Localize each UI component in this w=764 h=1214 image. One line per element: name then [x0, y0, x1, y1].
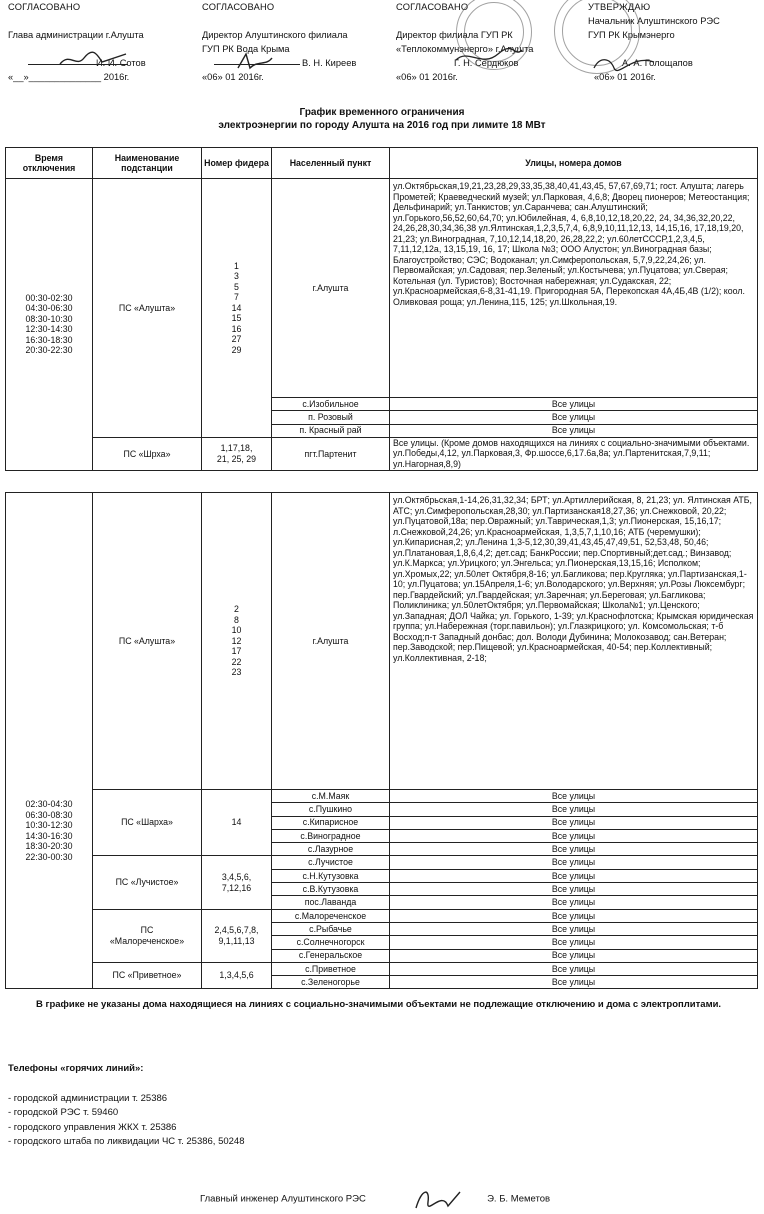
hotline-phones	[8, 1062, 244, 1150]
settlement-cell: с.Приветное	[272, 962, 390, 975]
signature-serdyukov-icon	[452, 46, 524, 68]
table-header-row	[6, 148, 758, 179]
streets-cell: Все улицы	[390, 856, 758, 869]
feeder-cell: 2 8 10 12 17 22 23	[202, 493, 272, 790]
feeder-cell: 14	[202, 790, 272, 856]
settlement-cell: с.Н.Кутузовка	[272, 869, 390, 882]
settlement-cell: с.Кипарисное	[272, 816, 390, 829]
settlement-cell: п. Розовый	[272, 411, 390, 424]
footnote: В графике не указаны дома находящиеся на линиях с социально-значимыми объектами не подлежащие отключению и дома с электроплитами.	[36, 999, 722, 1010]
feeder-cell: 1,3,4,5,6	[202, 962, 272, 989]
feeder-cell: 1 3 5 7 14 15 16 27 29	[202, 179, 272, 438]
approval-name: Г. Н. Сердюков	[454, 58, 519, 68]
table-row	[6, 909, 758, 922]
time-cell: 00:30-02:30 04:30-06:30 08:30-10:30 12:30-14:30 16:30-18:30 20:30-22:30	[6, 179, 93, 471]
header-feeder: Номер фидера	[202, 148, 272, 179]
substation-cell: ПС «Приветное»	[93, 962, 202, 989]
schedule-table-block-1	[5, 147, 758, 471]
feeder-cell: 1,17,18, 21, 25, 29	[202, 437, 272, 470]
settlement-cell: с.Генеральское	[272, 949, 390, 962]
streets-cell: Все улицы	[390, 790, 758, 803]
table-row	[6, 790, 758, 803]
settlement-cell: с.В.Кутузовка	[272, 883, 390, 896]
substation-cell: ПС «Алушта»	[93, 493, 202, 790]
settlement-cell: с.Изобильное	[272, 398, 390, 411]
approval-header	[0, 0, 764, 90]
approval-organization: ГУП РК Вода Крыма	[202, 44, 290, 54]
table-row	[6, 437, 758, 470]
streets-cell: Все улицы	[390, 896, 758, 909]
streets-cell: Все улицы	[390, 869, 758, 882]
feeder-cell: 2,4,5,6,7,8, 9,1,11,13	[202, 909, 272, 962]
approval-position: Глава администрации г.Алушта	[8, 30, 144, 40]
settlement-cell: г.Алушта	[272, 179, 390, 398]
streets-cell: Все улицы	[390, 829, 758, 842]
streets-cell: Все улицы	[390, 843, 758, 856]
approval-date: «06» 01 2016г.	[396, 72, 458, 82]
schedule-table-block-2	[5, 492, 758, 989]
approval-label: СОГЛАСОВАНО	[8, 2, 81, 12]
hotline-item: - городской РЭС т. 59460	[8, 1107, 119, 1118]
approval-label: УТВЕРЖДАЮ	[588, 2, 651, 12]
signature-sotov-icon	[56, 48, 128, 70]
header-substation: Наименование подстанции	[93, 148, 202, 179]
approval-name: И. И. Сотов	[96, 58, 146, 68]
signature-memetov-icon	[408, 1184, 468, 1214]
settlement-cell: с.Рыбачье	[272, 922, 390, 935]
substation-cell: ПС «Шрха»	[93, 437, 202, 470]
signature-kireev-icon	[232, 50, 304, 72]
streets-cell: Все улицы	[390, 398, 758, 411]
streets-cell: Все улицы	[390, 936, 758, 949]
approval-date: «06» 01 2016г.	[594, 72, 656, 82]
approval-position: Начальник Алуштинского РЭС	[588, 16, 720, 26]
approval-position: Директор филиала ГУП РК	[396, 30, 513, 40]
substation-cell: ПС «Шарха»	[93, 790, 202, 856]
settlement-cell: с.Лучистое	[272, 856, 390, 869]
approval-position: Директор Алуштинского филиала	[202, 30, 348, 40]
settlement-cell: с.Пушкино	[272, 803, 390, 816]
approval-label: СОГЛАСОВАНО	[202, 2, 275, 12]
title-line-1: График временного ограничения	[299, 107, 465, 118]
streets-cell: Все улицы	[390, 949, 758, 962]
table-row	[6, 962, 758, 975]
approval-label: СОГЛАСОВАНО	[396, 2, 469, 12]
signature-name: Э. Б. Меметов	[487, 1193, 551, 1205]
approval-organization: «Теплокоммунэнерго» г.Алушта	[396, 44, 534, 54]
signature-goloshchapov-icon	[588, 52, 660, 74]
title-line-2: электроэнергии по городу Алушта на 2016 год при лимите 18 МВт	[218, 120, 546, 131]
settlement-cell: с.М.Маяк	[272, 790, 390, 803]
streets-cell: Все улицы. (Кроме домов находящихся на линиях с социально-значимыми объектами. ул.Победы,4,12, ул.Парковая,3, Фр.шоссе,6,17.6а,8а; ул.Партенитская,7,9,11; ул.Нагорная,8,9)	[390, 437, 758, 470]
settlement-cell: с.Лазурное	[272, 843, 390, 856]
approval-name: В. Н. Киреев	[302, 58, 357, 68]
feeder-cell: 3,4,5,6, 7,12,16	[202, 856, 272, 909]
streets-cell: Все улицы	[390, 883, 758, 896]
approval-name: А. А. Голощапов	[622, 58, 693, 68]
header-settlement: Населенный пункт	[272, 148, 390, 179]
settlement-cell: с.Солнечногорск	[272, 936, 390, 949]
signature-position: Главный инженер Алуштинского РЭС	[200, 1193, 366, 1205]
streets-cell: Все улицы	[390, 976, 758, 989]
document-title	[0, 106, 764, 132]
streets-cell: Все улицы	[390, 424, 758, 437]
hotline-item: - городского управления ЖКХ т. 25386	[8, 1121, 177, 1133]
streets-cell: Все улицы	[390, 962, 758, 975]
settlement-cell: п. Красный рай	[272, 424, 390, 437]
approval-date: «__»______________ 2016г.	[8, 72, 130, 82]
hotline-item: - городского штаба по ликвидации ЧС т. 25386, 50248	[8, 1136, 245, 1147]
streets-cell: Все улицы	[390, 411, 758, 424]
streets-cell: Все улицы	[390, 803, 758, 816]
settlement-cell: с.Малореченское	[272, 909, 390, 922]
approval-vodokanal	[202, 0, 356, 84]
approval-organization: ГУП РК Крымэнерго	[588, 30, 675, 40]
settlement-cell: с.Виноградное	[272, 829, 390, 842]
hotline-item: - городской администрации т. 25386	[8, 1092, 168, 1104]
table-row	[6, 493, 758, 790]
chief-engineer-signature	[200, 1184, 550, 1214]
hotline-heading: Телефоны «горячих линий»:	[8, 1063, 144, 1074]
streets-cell: Все улицы	[390, 816, 758, 829]
settlement-cell: с.Зеленогорье	[272, 976, 390, 989]
header-time: Время отключения	[6, 148, 93, 179]
approval-date: «06» 01 2016г.	[202, 72, 264, 82]
streets-cell: Все улицы	[390, 909, 758, 922]
streets-cell: Все улицы	[390, 922, 758, 935]
header-streets: Улицы, номера домов	[390, 148, 758, 179]
streets-cell: ул.Октябрьская,19,21,23,28,29,33,35,38,40,41,43,45, 57,67,69,71; гост. Алушта; лагерь Прометей; Краеведческий музей; ул.Парковая, 4,6,8; Дворец пионеров; Метеостанция; Дельфинарий; ул.Танкистов; ул.Саранчева; сан.Алуштинский; ул.Горького,56,52,60,64,70; ул.Юбилейная, 4, 6,8,10,12,18,20,22, 24, 34,36,32,20,22, 24,26,28,30,34,36,38 ул.Ялтинская,1,2,3,5,7,4, 6,8,9,10,11,12,13, 14,15,16, 17,18,19,20, 21,23; ул.Виноградная, 7,10,12,14,18,20, 26,28,22,2; ул.60летСССР,1,2,3,4,5, 7,11,12,12а, 13,15,19, 16, 17; Школа №3; ООО Алустон; ул.Виноградная базы; Благоустройство; СЭС; Водоканал; ул.Симферопольская, 5,7,9,22,24,26; ул. Первомайская; ул.Садовая; пер.Зеленый; ул.Костычева; ул.Пуцатова; ул.Сверая; Котельная (ул. Туристов); Восточная набережная; ул.Судакская, 22; ул.Красноармейская,6-8,31-41,19. Пригородная 5А, Перекопская 4А,4Б,4В (1/2); коол. Оливковая роща; ул.Ленина,115, 125; ул.Школьная,19.	[390, 179, 758, 398]
settlement-cell: г.Алушта	[272, 493, 390, 790]
approval-res	[588, 0, 720, 84]
settlement-cell: пос.Лаванда	[272, 896, 390, 909]
substation-cell: ПС «Малореченское»	[93, 909, 202, 962]
approval-teplo	[396, 0, 533, 84]
settlement-cell: пгт.Партенит	[272, 437, 390, 470]
time-cell: 02:30-04:30 06:30-08:30 10:30-12:30 14:30-16:30 18:30-20:30 22:30-00:30	[6, 493, 93, 989]
substation-cell: ПС «Лучистое»	[93, 856, 202, 909]
substation-cell: ПС «Алушта»	[93, 179, 202, 438]
table-row	[6, 179, 758, 398]
streets-cell: ул.Октябрьская,1-14,26,31,32,34; БРТ; ул.Артиллерийская, 8, 21,23; ул. Ялтинская АТБ, АТС; ул.Симферопольская,28,30; ул.Партизанская18,27,36; ул.Снежковой, 20,22; ул.Пуцатовой,18а; пер.Овражный; ул.Таврическая,1,3; ул.Пионерская, 15,16,17; л.Снежковой,24,26; ул.Красноармейская, 1,3,5,7,1,10,16; АТБ (черемушки); ул.Кипарисная,2; ул.Ленина 1,3-5,12,30,39,41,43,45,47,49,51, 52,53,48, 50,46; ул.Платановая,1,8,6,4,2; дет.сад; БанкРоссии; пер.Спортивный;дет.сад.; Винзавод; ул.К.Маркса; ул.Урицкого; ул.Энгельса; ул.Пионерская,13,15,16; Исполком; ул.Хромых,22; ул.50лет Октября,8-16; ул.Багликова; пер.Кругляка; ул.Партизанская,1-10; ул.Пуцатова; ул.15Апреля,1-6; ул.Володарского; ул.Верхняя; ул.Розы Люксембург; пер.Гвардейский; ул.Гвардейская; ул.Заречная; ул.Береговая; ул.Багликова; Поликлиника; ул.50летОктября; ул.Первомайская; Школа№1; ул.Ценского; ул.Западная; ДОЛ Чайка; ул. Горького, 1-39; ул.Краснофлотска; Крымская юридическая группа; ул.Набережная (торг.павильон); ул.Глазкрицкого; ул. Комсомольская; т-б Восход;п-т Западный донбас; дол. Володи Дубинина; Молокозавод; сан.Ветеран; пер.Заводской; пер.Пищевой; ул.Красноармейская, 40-54; пер.Коллективный; ул.Коллективная, 2-18;	[390, 493, 758, 790]
table-row	[6, 856, 758, 869]
approval-administration	[8, 0, 146, 84]
